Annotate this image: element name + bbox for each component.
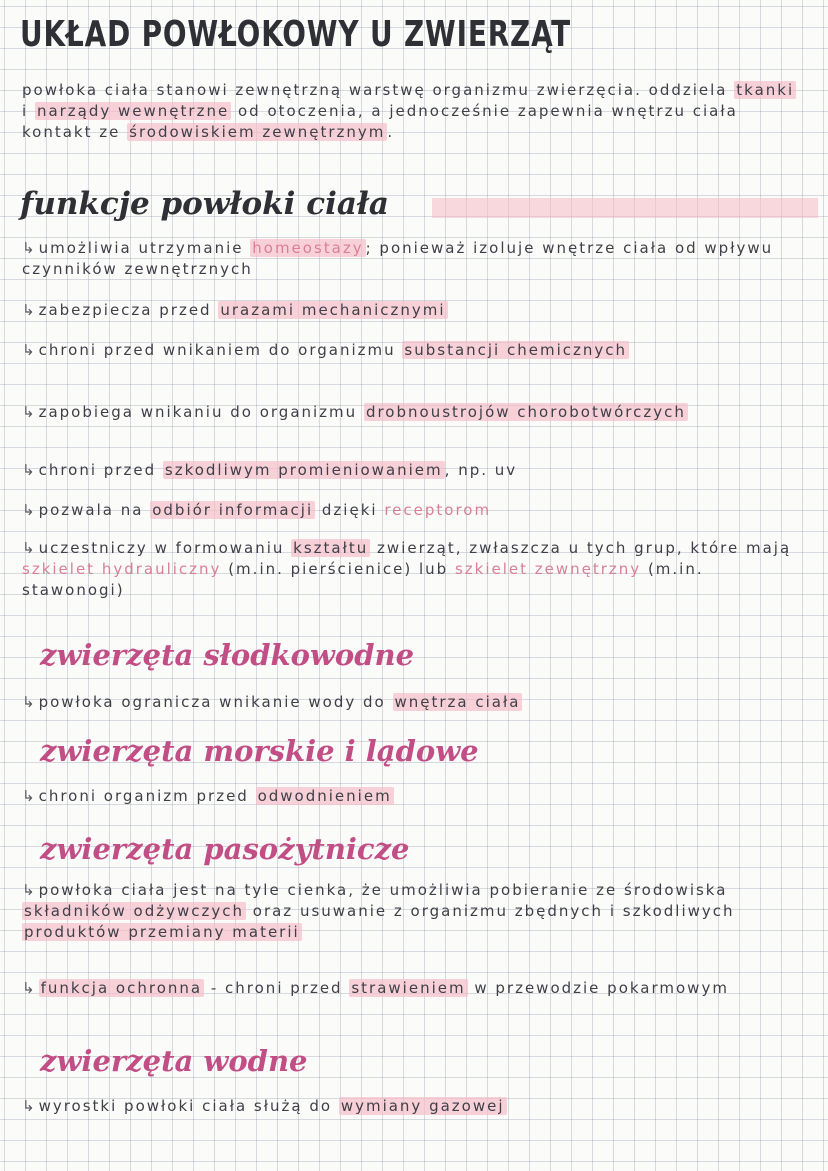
item-pink-text: szkielet hydrauliczny — [22, 560, 222, 578]
list-item — [22, 978, 802, 999]
arrow-icon: ↳ — [22, 881, 35, 899]
item-text: - chroni przed — [204, 979, 350, 997]
list-item — [22, 402, 802, 423]
intro-text: od otoczenia, a jednocześnie zapewnia wnętrzu ciała kontakt ze — [22, 102, 738, 141]
arrow-icon: ↳ — [22, 979, 35, 997]
list-item — [22, 1096, 802, 1117]
arrow-icon: ↳ — [22, 1097, 35, 1115]
list-item — [22, 538, 802, 601]
item-highlight: kształtu — [293, 539, 369, 557]
item-highlight: strawieniem — [351, 979, 466, 997]
arrow-icon: ↳ — [22, 341, 35, 359]
arrow-icon: ↳ — [22, 461, 35, 479]
item-text: oraz usuwanie z organizmu zbędnych i szkodliwych — [246, 902, 735, 920]
item-text: wyrostki powłoki ciała służą do — [38, 1097, 339, 1115]
list-item — [22, 238, 802, 280]
arrow-icon: ↳ — [22, 693, 35, 711]
section-heading-freshwater: zwierzęta słodkowodne — [40, 638, 415, 672]
item-highlight: szkodliwym promieniowaniem — [164, 461, 443, 479]
item-text: powłoka ciała jest na tyle cienka, że umożliwia pobieranie ze środowiska — [38, 881, 728, 899]
item-text: zwierząt, zwłaszcza u tych grup, które mają — [370, 539, 792, 557]
intro-highlight-organs: narządy wewnętrzne — [36, 102, 230, 120]
section-heading-marine-terrestrial: zwierzęta morskie i lądowe — [40, 734, 479, 768]
item-text: chroni organizm przed — [38, 787, 256, 805]
heading-highlight-bar — [432, 198, 818, 218]
item-highlight: homeostazy — [252, 239, 364, 257]
item-text: , np. uv — [444, 461, 518, 479]
list-item — [22, 692, 802, 713]
item-highlight: funkcja ochronna — [40, 979, 203, 997]
item-highlight: składników odżywczych — [24, 902, 244, 920]
intro-highlight-environment: środowiskiem zewnętrznym — [129, 123, 386, 141]
item-text: ; ponieważ izoluje wnętrze ciała od wpływu czynników zewnętrznych — [22, 239, 774, 278]
item-highlight: urazami mechanicznymi — [220, 301, 446, 319]
item-highlight: odwodnieniem — [257, 787, 392, 805]
item-text: powłoka ogranicza wnikanie wody do — [38, 693, 393, 711]
arrow-icon: ↳ — [22, 539, 35, 557]
item-text: (m.in. stawonogi) — [22, 560, 704, 599]
section-heading-aquatic: zwierzęta wodne — [40, 1044, 308, 1078]
section-heading-parasitic: zwierzęta pasożytnicze — [40, 832, 410, 866]
item-text: (m.in. pierścienice) lub — [221, 560, 455, 578]
item-text: chroni przed wnikaniem do organizmu — [38, 341, 403, 359]
item-highlight: wymiany gazowej — [340, 1097, 505, 1115]
item-highlight: drobnoustrojów chorobotwórczych — [365, 403, 686, 421]
item-text: dzięki — [315, 501, 385, 519]
arrow-icon: ↳ — [22, 301, 35, 319]
item-highlight: odbiór informacji — [152, 501, 314, 519]
list-item — [22, 880, 802, 943]
item-text: umożliwia utrzymanie — [38, 239, 251, 257]
list-item — [22, 300, 802, 321]
item-text: pozwala na — [38, 501, 151, 519]
list-item — [22, 460, 802, 481]
arrow-icon: ↳ — [22, 403, 35, 421]
intro-paragraph — [22, 80, 802, 143]
item-highlight: produktów przemiany materii — [24, 923, 300, 941]
list-item — [22, 786, 802, 807]
item-text: zapobiega wnikaniu do organizmu — [38, 403, 364, 421]
item-highlight: substancji chemicznych — [404, 341, 628, 359]
item-text: zabezpiecza przed — [38, 301, 219, 319]
intro-text: powłoka ciała stanowi zewnętrzną warstwę organizmu zwierzęcia. oddziela — [22, 81, 735, 99]
item-text: uczestniczy w formowaniu — [38, 539, 292, 557]
page-title: UKŁAD POWŁOKOWY U ZWIERZĄT — [20, 14, 571, 55]
arrow-icon: ↳ — [22, 787, 35, 805]
item-pink-text: receptorom — [384, 501, 492, 519]
section-heading-functions: funkcje powłoki ciała — [20, 186, 389, 222]
item-pink-text: szkielet zewnętrzny — [454, 560, 642, 578]
intro-text: . — [387, 123, 395, 141]
item-text: w przewodzie pokarmowym — [467, 979, 729, 997]
intro-highlight-tissues: tkanki — [736, 81, 795, 99]
list-item — [22, 500, 802, 521]
arrow-icon: ↳ — [22, 239, 35, 257]
arrow-icon: ↳ — [22, 501, 35, 519]
list-item — [22, 340, 802, 361]
item-text: chroni przed — [38, 461, 163, 479]
item-highlight: wnętrza ciała — [394, 693, 521, 711]
intro-text: i — [22, 102, 35, 120]
